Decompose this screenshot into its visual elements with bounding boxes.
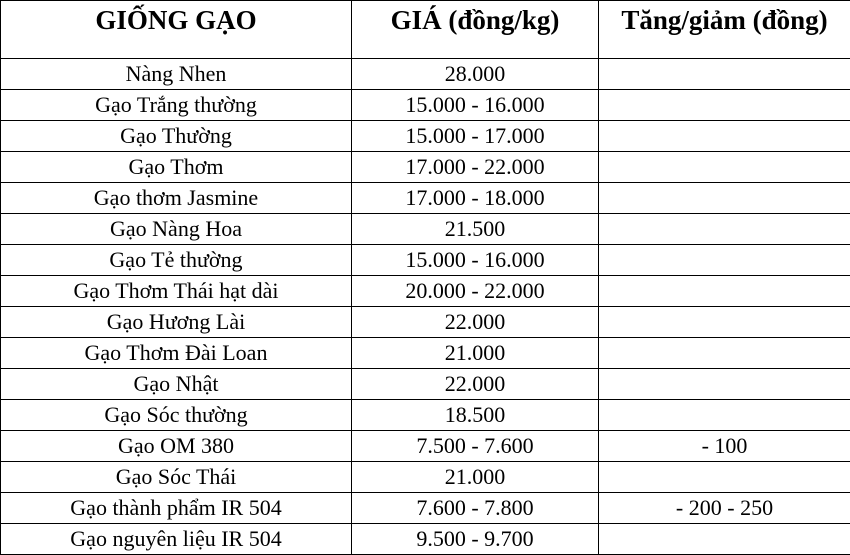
table-row xyxy=(1,431,850,462)
change-cell: - 200 - 250 xyxy=(599,493,850,524)
table-row xyxy=(1,276,850,307)
table-row xyxy=(1,245,850,276)
header-row xyxy=(1,1,850,59)
change-cell xyxy=(599,307,850,338)
variety-cell: Gạo Thơm Đài Loan xyxy=(1,338,352,369)
price-cell: 7.600 - 7.800 xyxy=(352,493,599,524)
price-cell: 18.500 xyxy=(352,400,599,431)
change-cell xyxy=(599,121,850,152)
price-cell: 21.000 xyxy=(352,462,599,493)
header-price: GIÁ (đồng/kg) xyxy=(352,1,599,59)
price-cell: 22.000 xyxy=(352,307,599,338)
variety-cell: Gạo nguyên liệu IR 504 xyxy=(1,524,352,555)
table-body xyxy=(1,59,850,555)
change-cell xyxy=(599,245,850,276)
variety-cell: Gạo Sóc thường xyxy=(1,400,352,431)
change-cell: - 100 xyxy=(599,431,850,462)
price-cell: 21.000 xyxy=(352,338,599,369)
price-cell: 15.000 - 17.000 xyxy=(352,121,599,152)
variety-cell: Gạo Sóc Thái xyxy=(1,462,352,493)
variety-cell: Nàng Nhen xyxy=(1,59,352,90)
variety-cell: Gạo thơm Jasmine xyxy=(1,183,352,214)
change-cell xyxy=(599,152,850,183)
change-cell xyxy=(599,369,850,400)
price-cell: 9.500 - 9.700 xyxy=(352,524,599,555)
table-row xyxy=(1,338,850,369)
variety-cell: Gạo Tẻ thường xyxy=(1,245,352,276)
change-cell xyxy=(599,462,850,493)
change-cell xyxy=(599,183,850,214)
price-cell: 17.000 - 22.000 xyxy=(352,152,599,183)
change-cell xyxy=(599,400,850,431)
variety-cell: Gạo Nhật xyxy=(1,369,352,400)
table-row xyxy=(1,183,850,214)
price-cell: 20.000 - 22.000 xyxy=(352,276,599,307)
price-cell: 28.000 xyxy=(352,59,599,90)
table-row xyxy=(1,307,850,338)
variety-cell: Gạo Thơm Thái hạt dài xyxy=(1,276,352,307)
table-row xyxy=(1,214,850,245)
price-cell: 15.000 - 16.000 xyxy=(352,245,599,276)
change-cell xyxy=(599,59,850,90)
change-cell xyxy=(599,276,850,307)
price-cell: 17.000 - 18.000 xyxy=(352,183,599,214)
table-row xyxy=(1,524,850,555)
table-row xyxy=(1,493,850,524)
header-variety: GIỐNG GẠO xyxy=(1,1,352,59)
variety-cell: Gạo Hương Lài xyxy=(1,307,352,338)
header-change: Tăng/giảm (đồng) xyxy=(599,1,850,59)
table-row xyxy=(1,462,850,493)
table-row xyxy=(1,121,850,152)
price-cell: 21.500 xyxy=(352,214,599,245)
table-row xyxy=(1,90,850,121)
variety-cell: Gạo Trắng thường xyxy=(1,90,352,121)
change-cell xyxy=(599,524,850,555)
variety-cell: Gạo Thơm xyxy=(1,152,352,183)
change-cell xyxy=(599,214,850,245)
variety-cell: Gạo Thường xyxy=(1,121,352,152)
price-cell: 22.000 xyxy=(352,369,599,400)
price-cell: 7.500 - 7.600 xyxy=(352,431,599,462)
variety-cell: Gạo OM 380 xyxy=(1,431,352,462)
price-cell: 15.000 - 16.000 xyxy=(352,90,599,121)
change-cell xyxy=(599,338,850,369)
table-row xyxy=(1,59,850,90)
table-row xyxy=(1,400,850,431)
change-cell xyxy=(599,90,850,121)
table-row xyxy=(1,152,850,183)
variety-cell: Gạo thành phẩm IR 504 xyxy=(1,493,352,524)
table-row xyxy=(1,369,850,400)
variety-cell: Gạo Nàng Hoa xyxy=(1,214,352,245)
